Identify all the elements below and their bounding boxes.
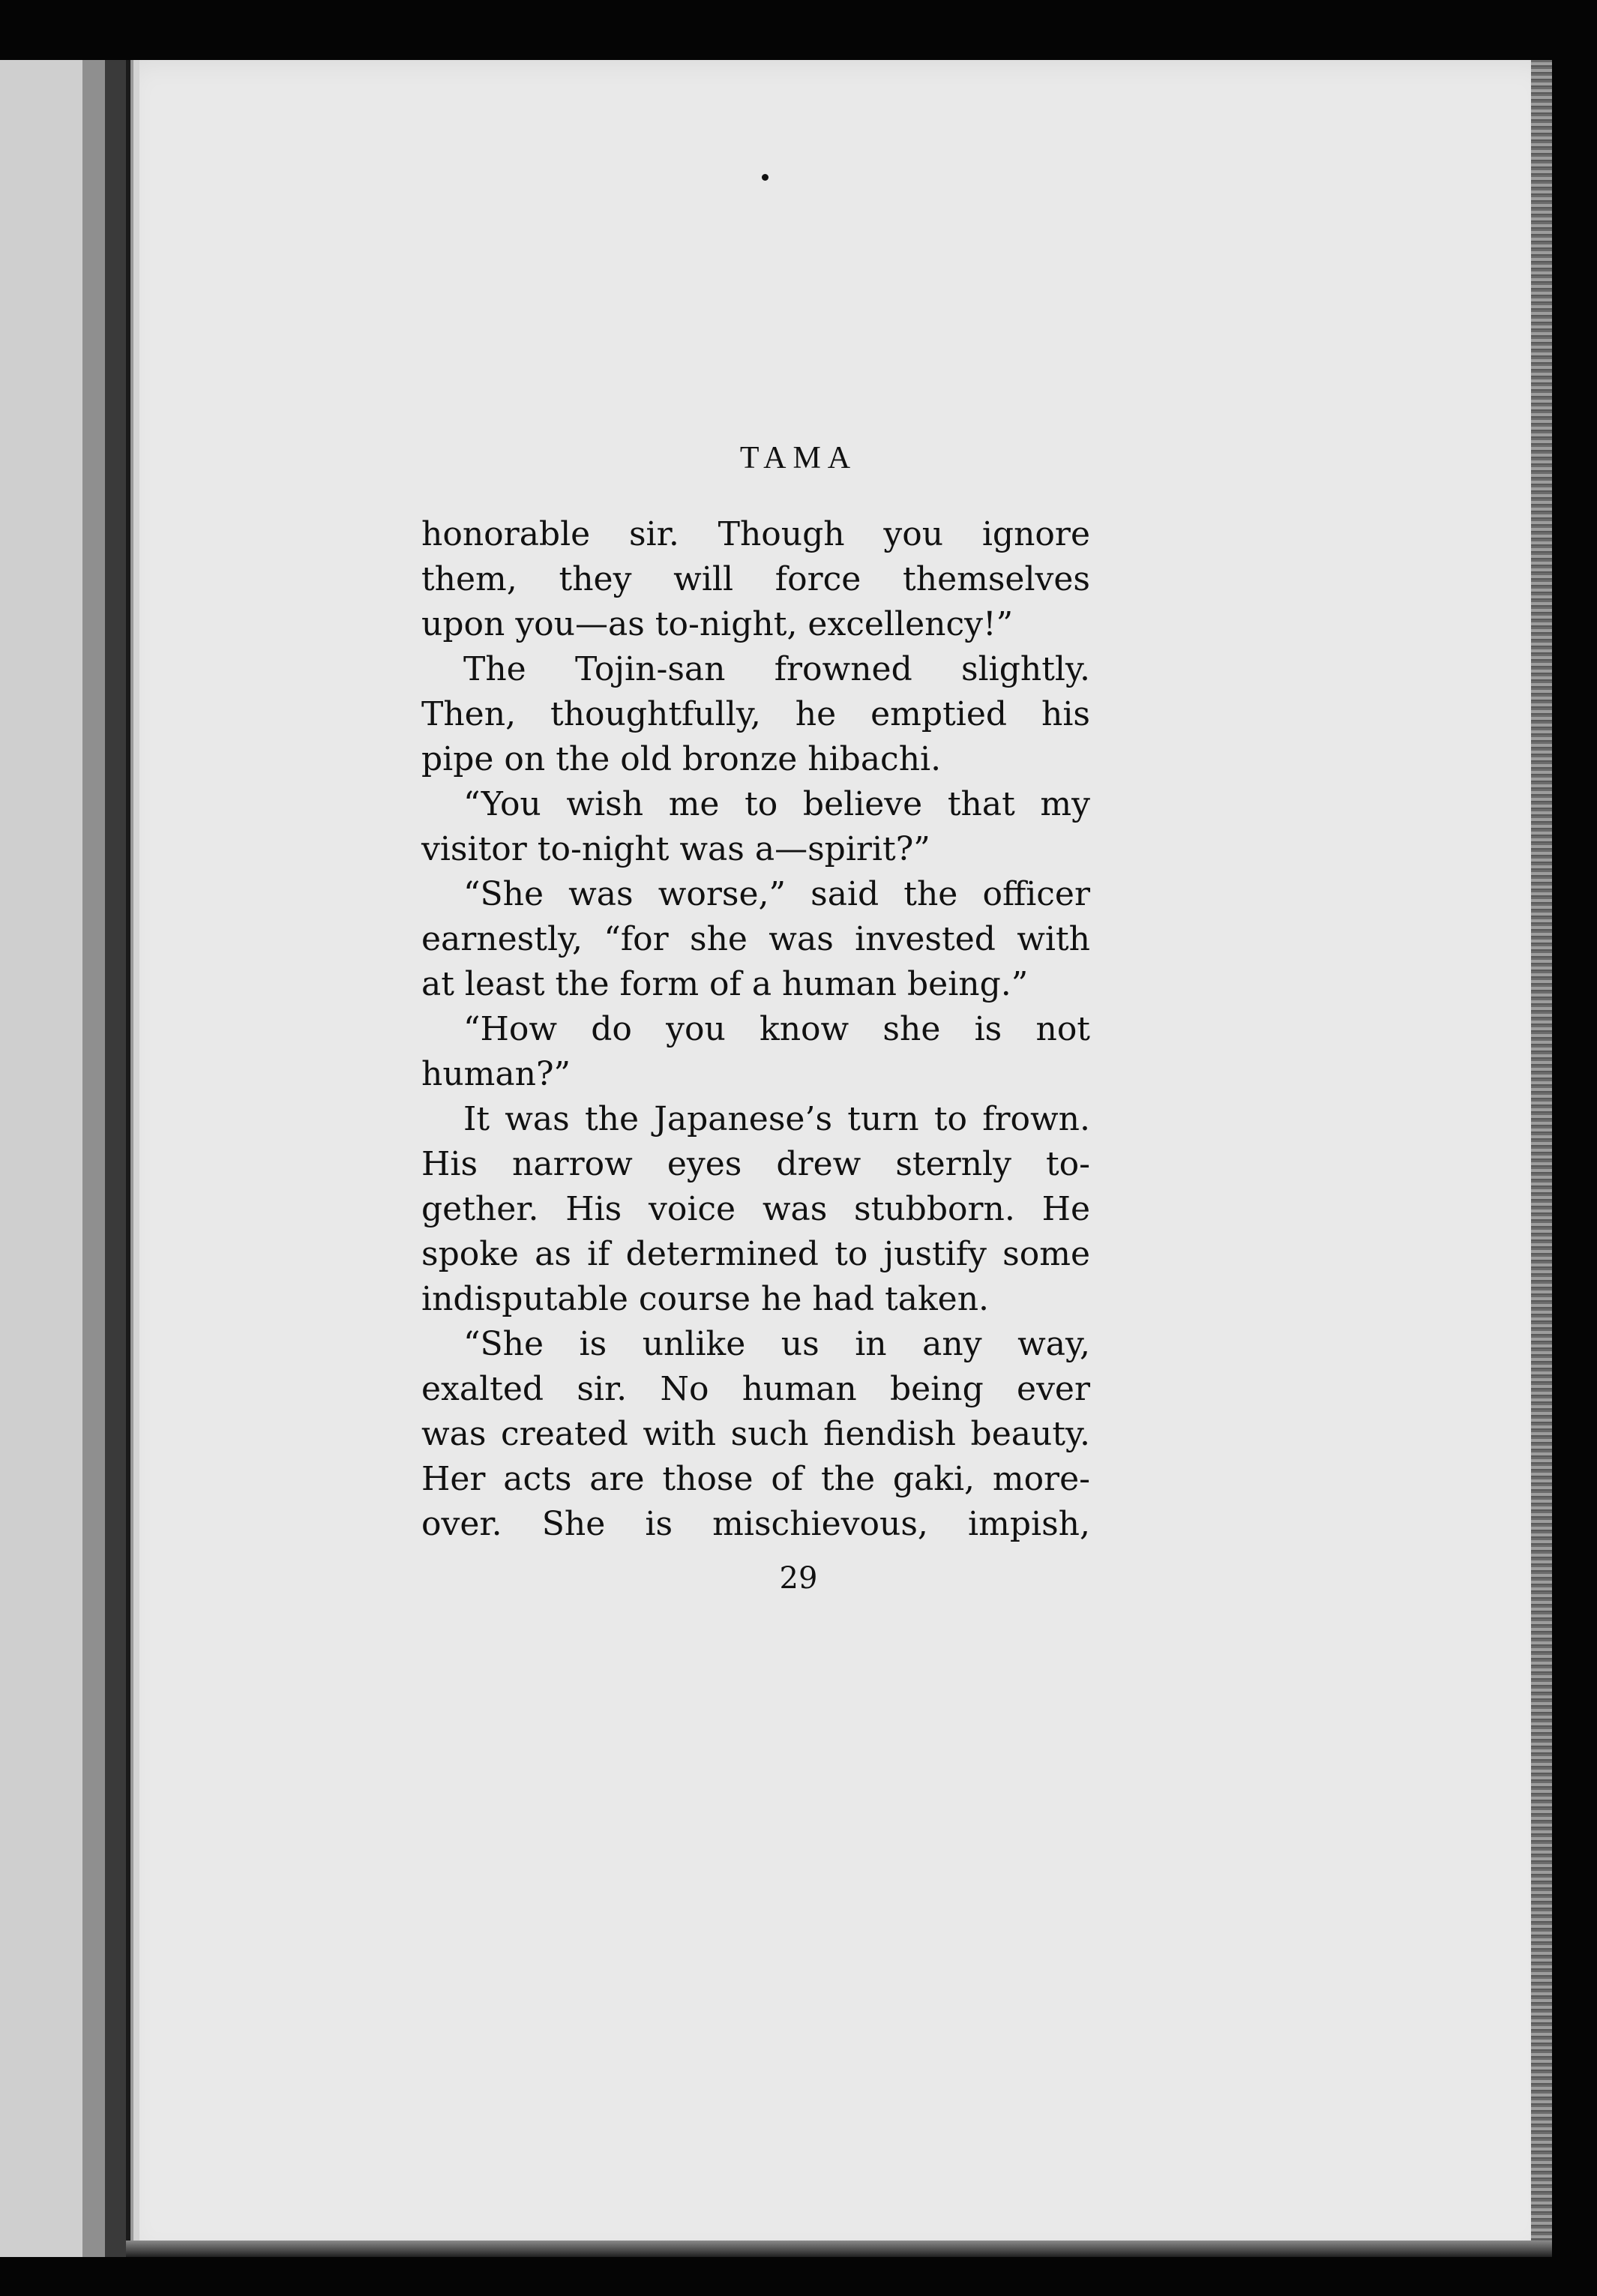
page-bottom-edge	[126, 2241, 1552, 2257]
text-line: at least the form of a human being.”	[421, 965, 1029, 1003]
text-line: was created with such fiendish beauty.	[421, 1415, 1090, 1453]
text-line: them, they will force themselves	[421, 560, 1090, 598]
running-head: TAMA	[739, 441, 858, 475]
text-line: His narrow eyes drew sternly to-	[421, 1145, 1090, 1183]
text-line: spoke as if determined to justify some	[421, 1235, 1090, 1273]
text-line: Then, thoughtfully, he emptied his	[421, 695, 1090, 733]
text-line: human?”	[421, 1055, 571, 1093]
text-line: upon you—as to-night, excellency!”	[421, 605, 1014, 643]
text-line: earnestly, “for she was invested with	[421, 920, 1090, 958]
text-line: visitor to-night was a—spirit?”	[421, 830, 930, 868]
page-fore-edge	[1531, 60, 1552, 2257]
text-line: Her acts are those of the gaki, more-	[421, 1460, 1090, 1498]
page-number: 29	[779, 1561, 818, 1596]
text-line: pipe on the old bronze hibachi.	[421, 740, 942, 778]
text-line: The Tojin-san frowned slightly.	[463, 650, 1090, 688]
text-line: honorable sir. Though you ignore	[421, 515, 1090, 553]
text-line: gether. His voice was stubborn. He	[421, 1190, 1090, 1228]
text-line: indisputable course he had taken.	[421, 1280, 990, 1318]
text-line: over. She is mischievous, impish,	[421, 1505, 1090, 1543]
stray-mark	[762, 174, 769, 181]
page-gutter	[126, 60, 139, 2257]
facing-page-edge	[0, 60, 126, 2257]
text-line: exalted sir. No human being ever	[421, 1370, 1090, 1408]
body-text	[421, 512, 1090, 1547]
text-line: “You wish me to believe that my	[463, 785, 1090, 823]
text-line: “She is unlike us in any way,	[463, 1325, 1090, 1363]
text-line: “How do you know she is not	[463, 1010, 1090, 1048]
text-line: “She was worse,” said the officer	[463, 875, 1090, 913]
text-line: It was the Japanese’s turn to frown.	[463, 1100, 1090, 1138]
